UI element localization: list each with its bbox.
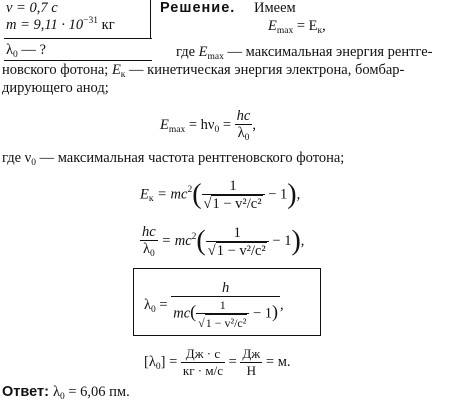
equation-energy-balance: $E_{max} = E_к$, [268,18,326,36]
equation-units-check: $[\lambda_0]$ = $\frac{Дж \cdot с}{кг \cdot м/с}$ = $\frac{Дж}{Н}$ = м. [144,346,291,378]
solution-header: Решение. [160,0,236,16]
given-divider [4,38,152,39]
given-bottom-rule [4,60,152,61]
given-velocity: v = 0,7 c [6,0,58,16]
where-text-frequency: где $\nu_0$ — максимальная частота рентгеновского фотона; [2,150,345,168]
solution-intro: Имеем [254,0,296,16]
where-text-line1: где $E_{max}$ — максимальная энергия рентге- [176,44,433,62]
where-text-line2: новского фотона; $E_к$ — кинетическая энергия электрона, бомбар- [2,62,405,80]
given-mass: $m = 9,11 \cdot 10^{-31}$ кг [6,16,115,33]
equation-kinetic-energy: $E_к = mc^2$( $\frac{1}{\text{√1 − v²/c²}}$ − 1), [140,178,301,212]
equation-photon-energy: $E_{max} = h\nu_0$ = $\frac{hc}{\lambda_0}$ , [160,108,256,143]
equation-energy-equality: $\frac{hc}{\lambda_0}$ = $mc^2$( $\frac{1}{\text{√1 − v²/c²}}$ − 1), [142,224,305,259]
given-vertical-rule [150,0,151,39]
where-text-line3: дирующего анод; [2,80,109,96]
equation-wavelength-result: $\lambda_0$ = h mc( $\frac{1}{\text{√1 − v²/c²}}$ − 1) , [144,280,284,330]
answer-line: Ответ: $\lambda_0 = 6,06$ пм. [2,384,130,402]
given-find: $\lambda_0$ — ? [6,42,46,60]
